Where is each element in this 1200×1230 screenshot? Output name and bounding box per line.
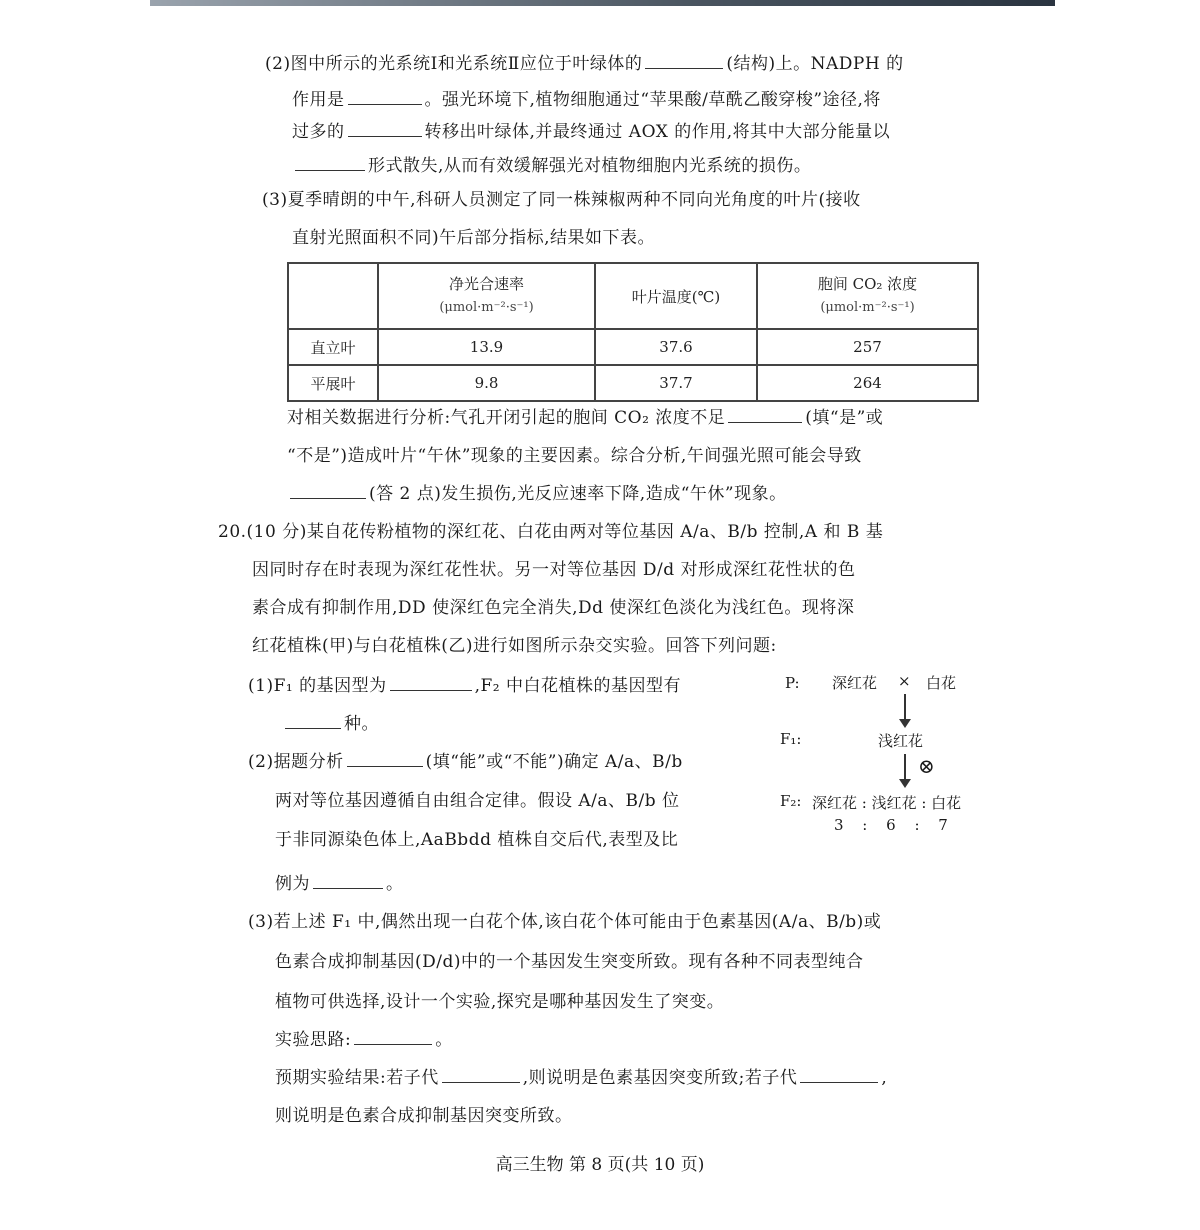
cross-symbol: × — [898, 672, 911, 690]
q20-s2-line3: 于非同源染色体上,AaBbdd 植株自交后代,表型及比 — [275, 830, 679, 850]
answer-blank-f1-genotype[interactable] — [390, 674, 472, 691]
q20-s3-line3: 植物可供选择,设计一个实验,探究是哪种基因发生了突变。 — [275, 992, 725, 1012]
answer-blank-genotype-count[interactable] — [285, 712, 341, 729]
q20-s1-line1: (1)F₁ 的基因型为 ,F₂ 中白花植株的基因型有 — [248, 676, 682, 696]
q19-p2-line1 — [265, 52, 904, 76]
f2-label: F₂: — [780, 792, 802, 810]
q19-p2-text-1a: (2)图中所示的光系统Ⅰ和光系统Ⅱ应位于叶绿体的 — [265, 54, 643, 74]
answer-blank-structure[interactable] — [645, 52, 723, 69]
answer-blank-can-or-cannot[interactable] — [347, 750, 423, 767]
q19-p2-line2: 作用是 。强光环境下,植物细胞通过“苹果酸/草酰乙酸穿梭”途径,将 — [292, 90, 881, 110]
f1-value: 浅红花 — [878, 732, 924, 750]
q20-s3-line2: 色素合成抑制基因(D/d)中的一个基因发生突变所致。现有各种不同表型纯合 — [275, 952, 864, 972]
selfing-icon: ⊗ — [918, 754, 935, 778]
down-arrow-icon — [904, 694, 906, 720]
f2-phenotypes: 深红花 : 浅红花 : 白花 — [812, 794, 962, 812]
down-arrow-icon — [904, 754, 906, 780]
f1-label: F₁: — [780, 730, 802, 748]
answer-blank-ratio[interactable] — [313, 872, 383, 889]
p-label: P: — [785, 674, 800, 692]
page-footer: 高三生物 第 8 页(共 10 页) — [495, 1155, 705, 1175]
answer-blank-is-or-not[interactable] — [728, 406, 802, 423]
f2-ratio: 3 : 6 : 7 — [834, 816, 948, 834]
table-cell: 37.6 — [595, 329, 757, 365]
q19-analysis-line2: “不是”)造成叶片“午休”现象的主要因素。综合分析,午间强光照可能会导致 — [287, 446, 862, 466]
table-cell: 9.8 — [378, 365, 595, 401]
q19-p3-line1: (3)夏季晴朗的中午,科研人员测定了同一株辣椒两种不同向光角度的叶片(接收 — [262, 190, 861, 210]
q20-s2-line4: 例为 。 — [275, 874, 404, 894]
answer-blank-result-1[interactable] — [442, 1066, 520, 1083]
q19-p2-line4: 形式散失,从而有效缓解强光对植物细胞内光系统的损伤。 — [292, 154, 811, 178]
q20-s3-line1: (3)若上述 F₁ 中,偶然出现一白花个体,该白花个体可能由于色素基因(A/a、B/b)或 — [248, 912, 882, 932]
q19-p3-line2: 直射光照面积不同)午后部分指标,结果如下表。 — [292, 228, 656, 248]
table-header-co2: 胞间 CO₂ 浓度 (μmol·m⁻²·s⁻¹) — [757, 263, 978, 329]
table-header-net-photosynthesis: 净光合速率 (μmol·m⁻²·s⁻¹) — [378, 263, 595, 329]
q20-s2-line2: 两对等位基因遵循自由组合定律。假设 A/a、B/b 位 — [275, 791, 680, 811]
p-parent-deep-red: 深红花 — [832, 674, 878, 692]
q20-line2: 因同时存在时表现为深红花性状。另一对等位基因 D/d 对形成深红花性状的色 — [252, 560, 856, 580]
table-cell: 平展叶 — [288, 365, 378, 401]
table-cell: 37.7 — [595, 365, 757, 401]
q20-s1-line2: 种。 — [282, 712, 379, 736]
q20-s3-line5: 预期实验结果:若子代 ,则说明是色素基因突变所致;若子代 , — [275, 1068, 888, 1088]
table-header-leaf-temp: 叶片温度(℃) — [595, 263, 757, 329]
q20-s3-line6: 则说明是色素合成抑制基因突变所致。 — [275, 1106, 573, 1126]
q19-analysis-line1: 对相关数据进行分析:气孔开闭引起的胞间 CO₂ 浓度不足 (填“是”或 — [287, 408, 884, 428]
answer-blank-nadph-role[interactable] — [348, 88, 422, 105]
table-cell: 直立叶 — [288, 329, 378, 365]
table-row — [288, 365, 978, 401]
q20-s2-line1: (2)据题分析 (填“能”或“不能”)确定 A/a、B/b — [248, 752, 683, 772]
table-row — [288, 329, 978, 365]
q20-line1: 20.(10 分)某自花传粉植物的深红花、白花由两对等位基因 A/a、B/b 控制,A 和 B 基 — [218, 522, 884, 542]
table-header-blank — [288, 263, 378, 329]
table-cell: 13.9 — [378, 329, 595, 365]
cross-diagram — [780, 668, 1000, 848]
table-header-row — [288, 263, 978, 329]
answer-blank-experiment-idea[interactable] — [354, 1028, 432, 1045]
answer-blank-result-2[interactable] — [800, 1066, 878, 1083]
table-cell: 257 — [757, 329, 978, 365]
q19-analysis-line3: (答 2 点)发生损伤,光反应速率下降,造成“午休”现象。 — [287, 482, 787, 506]
q20-line3: 素合成有抑制作用,DD 使深红色完全消失,Dd 使深红色淡化为浅红色。现将深 — [252, 598, 855, 618]
table-cell: 264 — [757, 365, 978, 401]
answer-blank-damage[interactable] — [290, 482, 366, 499]
q19-p2-text-1b: (结构)上。NADPH 的 — [726, 54, 904, 74]
p-parent-white: 白花 — [926, 674, 957, 692]
q20-line4: 红花植株(甲)与白花植株(乙)进行如图所示杂交实验。回答下列问题: — [252, 636, 777, 656]
answer-blank-energy-form[interactable] — [295, 154, 365, 171]
answer-blank-excess[interactable] — [348, 120, 422, 137]
leaf-data-table — [287, 262, 979, 402]
q20-s3-line4: 实验思路: 。 — [275, 1030, 453, 1050]
q19-p2-line3: 过多的 转移出叶绿体,并最终通过 AOX 的作用,将其中大部分能量以 — [292, 122, 891, 142]
